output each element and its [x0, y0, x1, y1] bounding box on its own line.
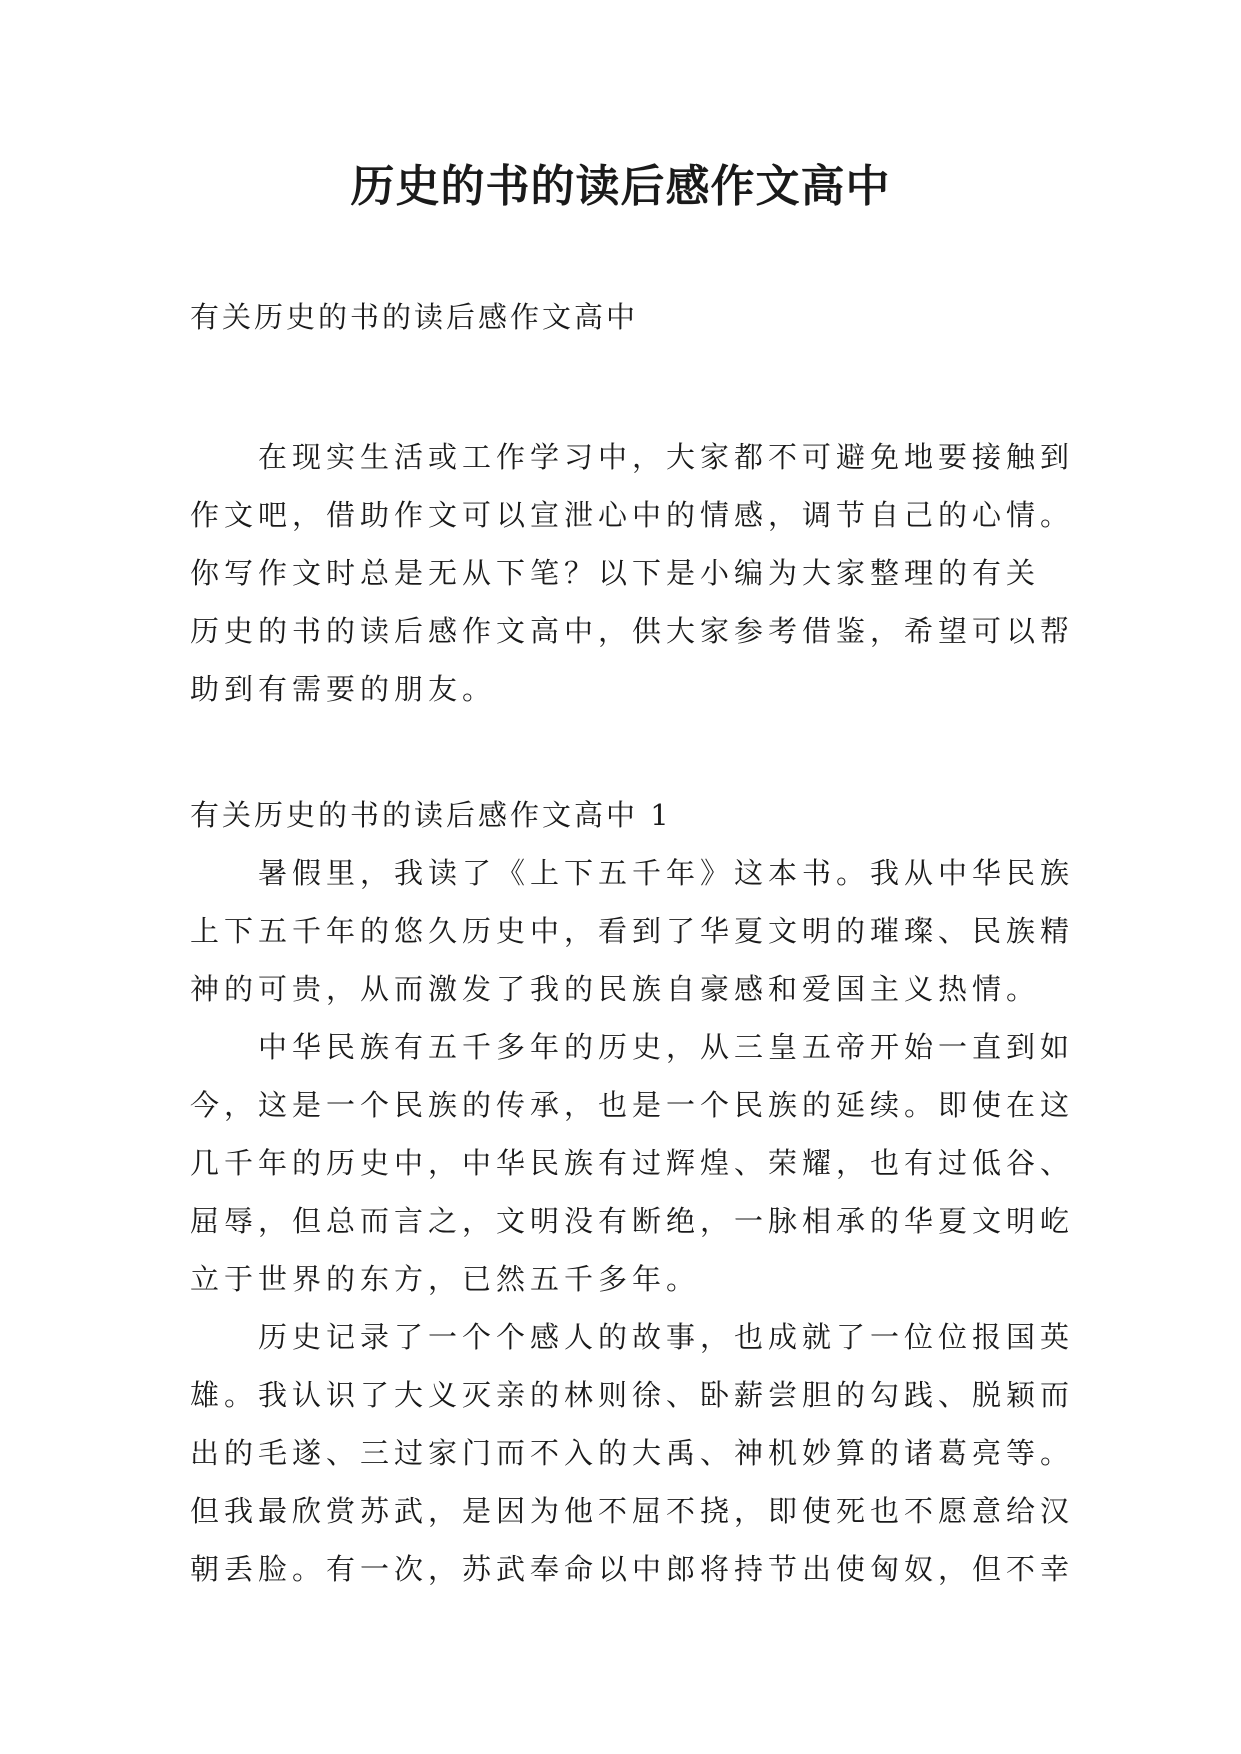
intro-line: 历史的书的读后感作文高中，供大家参考借鉴，希望可以帮 [190, 614, 1075, 648]
paragraph-line: 立于世界的东方，已然五千多年。 [190, 1262, 701, 1296]
paragraph-line: 朝丢脸。有一次，苏武奉命以中郎将持节出使匈奴，但不幸 [190, 1552, 1075, 1586]
paragraph-line: 今，这是一个民族的传承，也是一个民族的延续。即使在这 [190, 1088, 1075, 1122]
section-heading: 有关历史的书的读后感作文高中 1 [190, 798, 672, 832]
paragraph-line: 神的可贵，从而激发了我的民族自豪感和爱国主义热情。 [190, 972, 1041, 1006]
document-body [190, 288, 1075, 1598]
paragraph-line: 但我最欣赏苏武，是因为他不屈不挠，即使死也不愿意给汉 [190, 1494, 1075, 1528]
paragraph-line: 几千年的历史中，中华民族有过辉煌、荣耀，也有过低谷、 [190, 1146, 1075, 1180]
paragraph-line: 中华民族有五千多年的历史，从三皇五帝开始一直到如 [258, 1030, 1075, 1064]
intro-line: 助到有需要的朋友。 [190, 672, 497, 706]
intro-line: 你写作文时总是无从下笔？以下是小编为大家整理的有关 [190, 556, 1041, 590]
paragraph-3 [190, 1308, 1075, 1598]
subtitle: 有关历史的书的读后感作文高中 [190, 300, 639, 334]
paragraph-2 [190, 1018, 1075, 1308]
paragraph-line: 暑假里，我读了《上下五千年》这本书。我从中华民族 [258, 856, 1075, 890]
spacer [190, 718, 1070, 786]
paragraph-line: 出的毛遂、三过家门而不入的大禹、神机妙算的诸葛亮等。 [190, 1436, 1075, 1470]
intro-line: 在现实生活或工作学习中，大家都不可避免地要接触到 [258, 440, 1075, 474]
intro-paragraph [190, 428, 1075, 718]
paragraph-1 [190, 844, 1075, 1018]
paragraph-line: 历史记录了一个个感人的故事，也成就了一位位报国英 [258, 1320, 1075, 1354]
document-title: 历史的书的读后感作文高中 [350, 161, 891, 212]
paragraph-line: 屈辱，但总而言之，文明没有断绝，一脉相承的华夏文明屹 [190, 1204, 1075, 1238]
intro-line: 作文吧，借助作文可以宣泄心中的情感，调节自己的心情。 [190, 498, 1075, 532]
paragraph-line: 雄。我认识了大义灭亲的林则徐、卧薪尝胆的勾践、脱颖而 [190, 1378, 1075, 1412]
paragraph-line: 上下五千年的悠久历史中，看到了华夏文明的璀璨、民族精 [190, 914, 1075, 948]
spacer [190, 346, 1070, 428]
